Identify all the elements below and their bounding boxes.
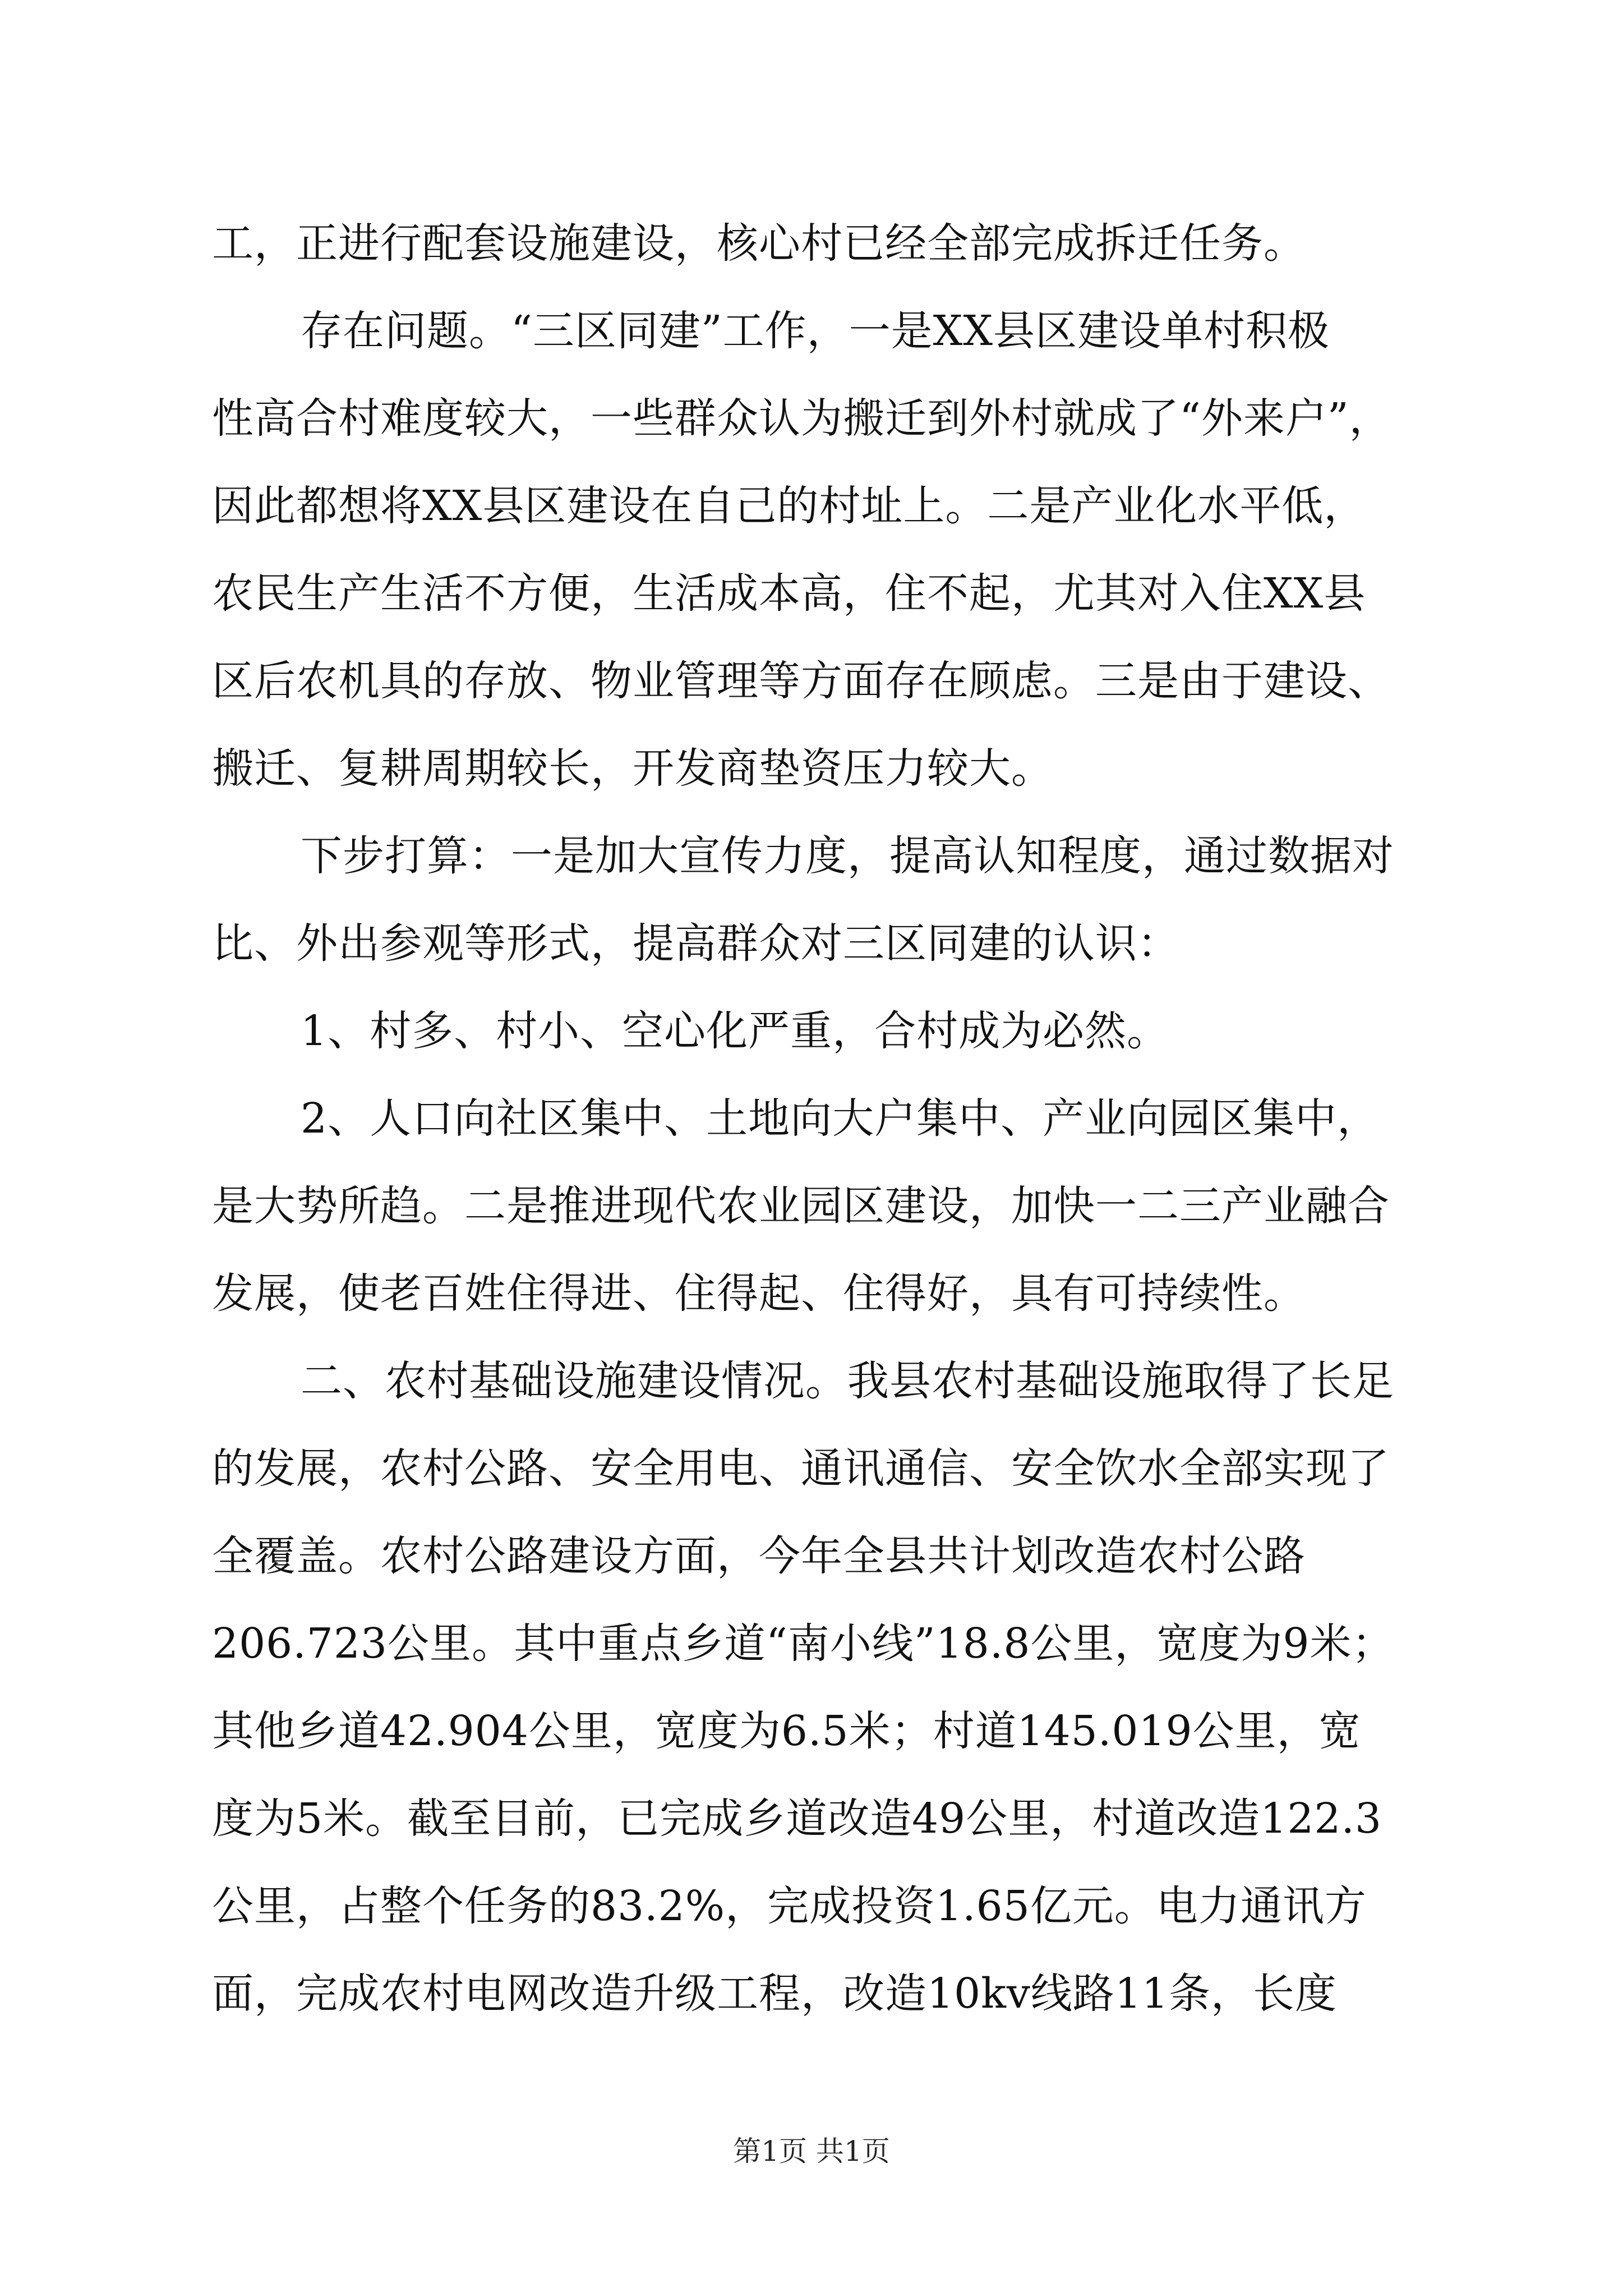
- text-line: 1、村多、村小、空心化严重，合村成为必然。: [301, 1007, 1169, 1055]
- text-line: 性高合村难度较大，一些群众认为搬迁到外村就成了“外来户”，: [212, 394, 1391, 443]
- text-line: 因此都想将XX县区建设在自己的村址上。二是产业化水平低，: [212, 482, 1366, 530]
- text-line: 2、人口向社区集中、土地向大户集中、产业向园区集中，: [301, 1094, 1380, 1143]
- text-line: 206.723公里。其中重点乡道“南小线”18.8公里，宽度为9米；: [212, 1619, 1394, 1668]
- text-line: 的发展，农村公路、安全用电、通讯通信、安全饮水全部实现了: [212, 1444, 1390, 1493]
- text-line: 公里，占整个任务的83.2%，完成投资1.65亿元。电力通讯方: [212, 1882, 1367, 1930]
- page-footer: 第1页 共1页: [733, 2135, 890, 2168]
- text-line: 存在问题。“三区同建”工作，一是XX县区建设单村积极: [301, 307, 1330, 355]
- text-line: 工，正进行配套设施建设，核心村已经全部完成拆迁任务。: [212, 219, 1306, 268]
- text-line: 发展，使老百姓住得进、住得起、住得好，具有可持续性。: [212, 1269, 1306, 1318]
- text-line: 是大势所趋。二是推进现代农业园区建设，加快一二三产业融合: [212, 1182, 1390, 1230]
- text-line: 下步打算：一是加大宣传力度，提高认知程度，通过数据对: [301, 832, 1394, 880]
- text-line: 区后农机具的存放、物业管理等方面存在顾虑。三是由于建设、: [212, 657, 1390, 705]
- text-line: 面，完成农村电网改造升级工程，改造10kv线路11条，长度: [212, 1970, 1337, 2018]
- text-line: 搬迁、复耕周期较长，开发商垫资压力较大。: [212, 744, 1053, 793]
- text-line: 比、外出参观等形式，提高群众对三区同建的认识：: [212, 919, 1179, 968]
- text-line: 度为5米。截至目前，已完成乡道改造49公里，村道改造122.3: [212, 1795, 1382, 1843]
- text-line: 二、农村基础设施建设情况。我县农村基础设施取得了长足: [301, 1357, 1394, 1405]
- text-line: 全覆盖。农村公路建设方面，今年全县共计划改造农村公路: [212, 1532, 1306, 1580]
- text-line: 农民生产生活不方便，生活成本高，住不起，尤其对入住XX县: [212, 569, 1366, 618]
- text-line: 其他乡道42.904公里，宽度为6.5米；村道145.019公里，宽: [212, 1707, 1361, 1755]
- document-body: [212, 200, 1412, 2037]
